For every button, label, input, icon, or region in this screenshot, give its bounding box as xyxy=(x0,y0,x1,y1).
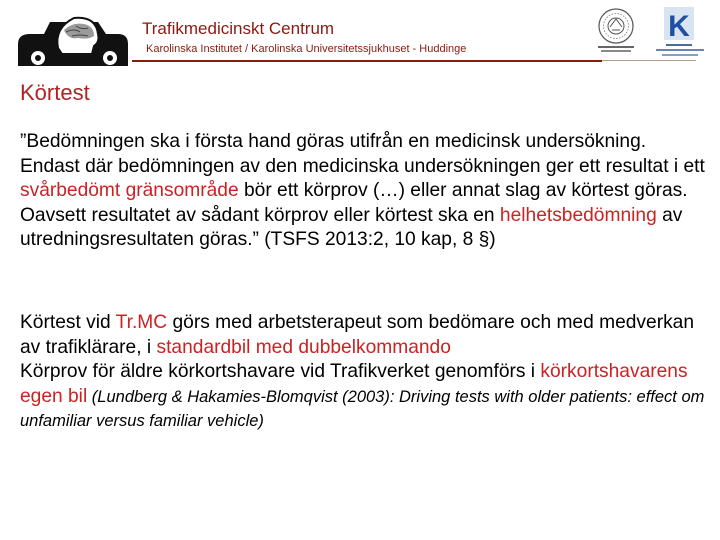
brain-in-car-logo xyxy=(14,8,132,66)
para2-highlight-car: standardbil med dubbelkommando xyxy=(156,336,451,358)
para2-text-2: görs med arbetsterapeut som bedömare och med medverkan av trafiklärare, i xyxy=(20,312,695,358)
quote-highlight-borderline: svårbedömt gränsområde xyxy=(20,180,239,201)
header-subtitle: Karolinska Institutet / Karolinska Universitetssjukhuset - Huddinge xyxy=(146,43,467,55)
header-divider-right xyxy=(602,60,696,61)
para2-highlight-trmc: Tr.MC xyxy=(115,312,168,333)
k-letter: K xyxy=(668,10,690,43)
quote-text-3: av utredningsresultaten göras.” (TSFS 2013:2, 10 kap, 8 §) xyxy=(20,204,683,250)
k-logo-mark xyxy=(654,4,706,58)
quote-text-1: ”Bedömningen ska i första hand göras utifrån en medicinsk undersökning. Endast där bedömningen av den medicinska undersökningen ger ett resultat i ett xyxy=(20,131,705,177)
quote-text-2: bör ett körprov (…) eller annat slag av körtest göras. Oavsett resultatet av sådant körprov eller körtest ska en xyxy=(20,180,688,226)
para2-highlight-own-car: körkortshavarens egen bil xyxy=(20,361,688,407)
para2-text-3: Körprov för äldre körkortshavare vid Trafikverket genomförs i xyxy=(20,361,541,382)
slide-title: Körtest xyxy=(20,80,90,105)
driving-test-paragraph xyxy=(20,311,710,434)
karolinska-institutet-seal xyxy=(594,6,638,56)
header-title: Trafikmedicinskt Centrum xyxy=(142,19,335,38)
reference-citation: (Lundberg & Hakamies-Blomqvist (2003): Driving tests with older patients: effect om unfamiliar versus familiar vehicle) xyxy=(20,387,705,430)
para2-text-1: Körtest vid xyxy=(20,312,116,333)
quote-highlight-overall: helhetsbedömning xyxy=(499,204,657,226)
quote-paragraph xyxy=(20,130,710,253)
header-divider xyxy=(132,60,602,62)
karolinska-universitetssjukhuset-logo xyxy=(654,4,706,58)
